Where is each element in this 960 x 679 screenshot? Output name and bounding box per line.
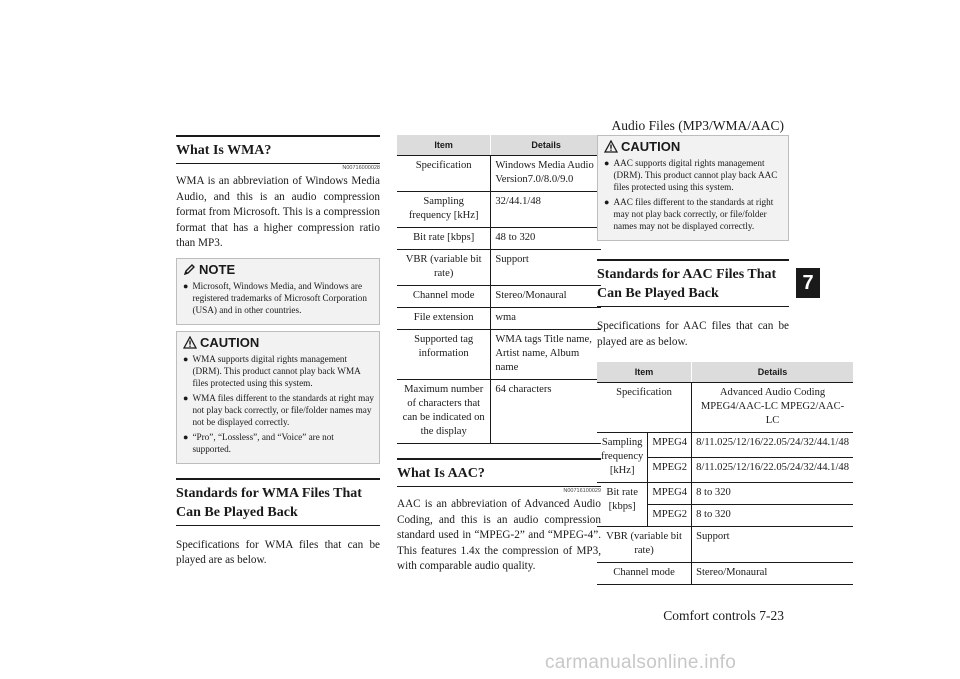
table-cell-details: 8/11.025/12/16/22.05/24/32/44.1/48 <box>692 433 853 458</box>
table-cell-details: 8/11.025/12/16/22.05/24/32/44.1/48 <box>692 458 853 483</box>
caution-item-text: WMA files different to the standards at right may not play back correctly, or file/folder names may not be displayed correctly. <box>192 392 374 427</box>
table-cell-item: Specification <box>397 156 491 192</box>
bullet-icon: ● <box>604 197 610 207</box>
table-header-item: Item <box>397 135 491 156</box>
table-cell-item: Bit rate [kbps] <box>397 228 491 250</box>
what-is-wma-body: WMA is an abbreviation of Windows Media Audio, and this is an audio compression format from Microsoft. This is a compression format that has a higher compression ratio than MP3. <box>176 175 380 249</box>
table-row <box>397 250 601 286</box>
standards-wma-body: Specifications for WMA files that can be played are as below. <box>176 538 380 566</box>
standards-wma-heading: Standards for WMA Files That Can Be Played Back <box>176 478 380 526</box>
table-header-row <box>397 135 601 156</box>
caution-label-text: CAUTION <box>200 334 260 350</box>
caution-item <box>604 196 783 232</box>
caution-item-text: AAC supports digital rights management (DRM). This product cannot play back AAC files protected using this system. <box>613 158 778 192</box>
what-is-aac-heading: What Is AAC? <box>397 458 601 487</box>
aac-spec-table <box>597 362 853 585</box>
table-row <box>597 563 853 585</box>
table-row <box>397 192 601 228</box>
table-cell-sub: MPEG4 <box>648 433 692 458</box>
note-item-text: Microsoft, Windows Media, and Windows are registered trademarks of Microsoft Corporation (USA) and in other countries. <box>192 280 367 315</box>
warning-triangle-icon <box>183 336 197 349</box>
note-box <box>176 258 380 325</box>
table-row <box>397 156 601 192</box>
table-cell-item: Maximum number of characters that can be indicated on the display <box>397 380 491 444</box>
table-row <box>397 380 601 444</box>
table-cell-item: File extension <box>397 308 491 330</box>
caution-label <box>183 335 374 350</box>
table-cell-details: 8 to 320 <box>692 505 853 527</box>
standards-aac-body: Specifications for AAC files that can be played are as below. <box>597 320 789 348</box>
table-row <box>597 483 853 505</box>
caution-item <box>604 157 783 193</box>
section-code: N00716000028 <box>342 165 380 171</box>
caution-item-text: “Pro”, “Lossless”, and “Voice” are not supported. <box>192 431 334 454</box>
caution-label-text: CAUTION <box>621 139 681 154</box>
chapter-tab: 7 <box>796 268 820 298</box>
note-item <box>183 280 374 316</box>
bullet-icon: ● <box>183 392 189 403</box>
table-row <box>397 228 601 250</box>
section-code: N00716100029 <box>563 488 601 494</box>
bullet-icon: ● <box>604 158 610 168</box>
table-cell-item: Specification <box>597 383 692 433</box>
table-cell-item: Supported tag information <box>397 330 491 380</box>
note-label-text: NOTE <box>199 261 236 277</box>
table-cell-sub: MPEG2 <box>648 458 692 483</box>
table-cell-details: Support <box>692 527 853 563</box>
table-cell-details: 64 characters <box>491 380 601 444</box>
table-cell-sub: MPEG2 <box>648 505 692 527</box>
table-header-row <box>597 362 853 383</box>
column-left <box>176 135 380 569</box>
standards-aac-heading: Standards for AAC Files That Can Be Played Back <box>597 259 789 307</box>
column-middle <box>397 135 601 575</box>
running-footer-page: Comfort controls 7-23 <box>663 608 784 623</box>
table-cell-details: Stereo/Monaural <box>491 286 601 308</box>
caution-item <box>183 392 374 428</box>
table-cell-item: Bit rate [kbps] <box>597 483 648 527</box>
table-row <box>397 286 601 308</box>
table-cell-details: wma <box>491 308 601 330</box>
table-cell-item: Channel mode <box>397 286 491 308</box>
wma-spec-table <box>397 135 601 444</box>
table-header-details: Details <box>692 362 853 383</box>
table-cell-item: Sampling frequency [kHz] <box>397 192 491 228</box>
table-row <box>597 527 853 563</box>
caution-box <box>597 135 789 241</box>
table-cell-item: VBR (variable bit rate) <box>597 527 692 563</box>
table-row <box>597 383 853 433</box>
bullet-icon: ● <box>183 280 189 291</box>
table-cell-details: WMA tags Title name, Artist name, Album name <box>491 330 601 380</box>
note-label <box>183 262 374 277</box>
table-cell-details: 8 to 320 <box>692 483 853 505</box>
table-cell-item: VBR (variable bit rate) <box>397 250 491 286</box>
what-is-wma-heading: What Is WMA? <box>176 135 380 164</box>
caution-item <box>183 353 374 389</box>
table-cell-details: Support <box>491 250 601 286</box>
table-cell-sub: MPEG4 <box>648 483 692 505</box>
table-row <box>397 330 601 380</box>
table-cell-details: Advanced Audio Coding MPEG4/AAC-LC MPEG2/AAC-LC <box>692 383 853 433</box>
what-is-aac-body: AAC is an abbreviation of Advanced Audio Coding, and this is an audio compression standard used in “MPEG-2” and “MPEG-4”. This features 1.4x the compression of MP3, with comparable audio quality. <box>397 498 601 572</box>
pencil-icon <box>183 263 196 276</box>
watermark: carmanualsonline.info <box>545 652 737 673</box>
bullet-icon: ● <box>183 431 189 442</box>
table-cell-details: Windows Media Audio Version7.0/8.0/9.0 <box>491 156 601 192</box>
table-row <box>597 433 853 458</box>
caution-item <box>183 431 374 455</box>
column-right <box>597 135 850 585</box>
running-header-title: Audio Files (MP3/WMA/AAC) <box>611 118 784 133</box>
caution-box <box>176 331 380 464</box>
caution-item-text: AAC files different to the standards at right may not play back correctly, or file/folder names may not be displayed correctly. <box>613 197 774 231</box>
caution-item-text: WMA supports digital rights management (DRM). This product cannot play back WMA files protected using this system. <box>192 353 361 388</box>
table-row <box>397 308 601 330</box>
table-cell-details: Stereo/Monaural <box>692 563 853 585</box>
table-header-item: Item <box>597 362 692 383</box>
table-cell-item: Channel mode <box>597 563 692 585</box>
table-cell-details: 48 to 320 <box>491 228 601 250</box>
warning-triangle-icon <box>604 140 618 153</box>
table-cell-details: 32/44.1/48 <box>491 192 601 228</box>
table-header-details: Details <box>491 135 601 156</box>
table-cell-item: Sampling frequency [kHz] <box>597 433 648 483</box>
bullet-icon: ● <box>183 353 189 364</box>
caution-label <box>604 139 783 154</box>
